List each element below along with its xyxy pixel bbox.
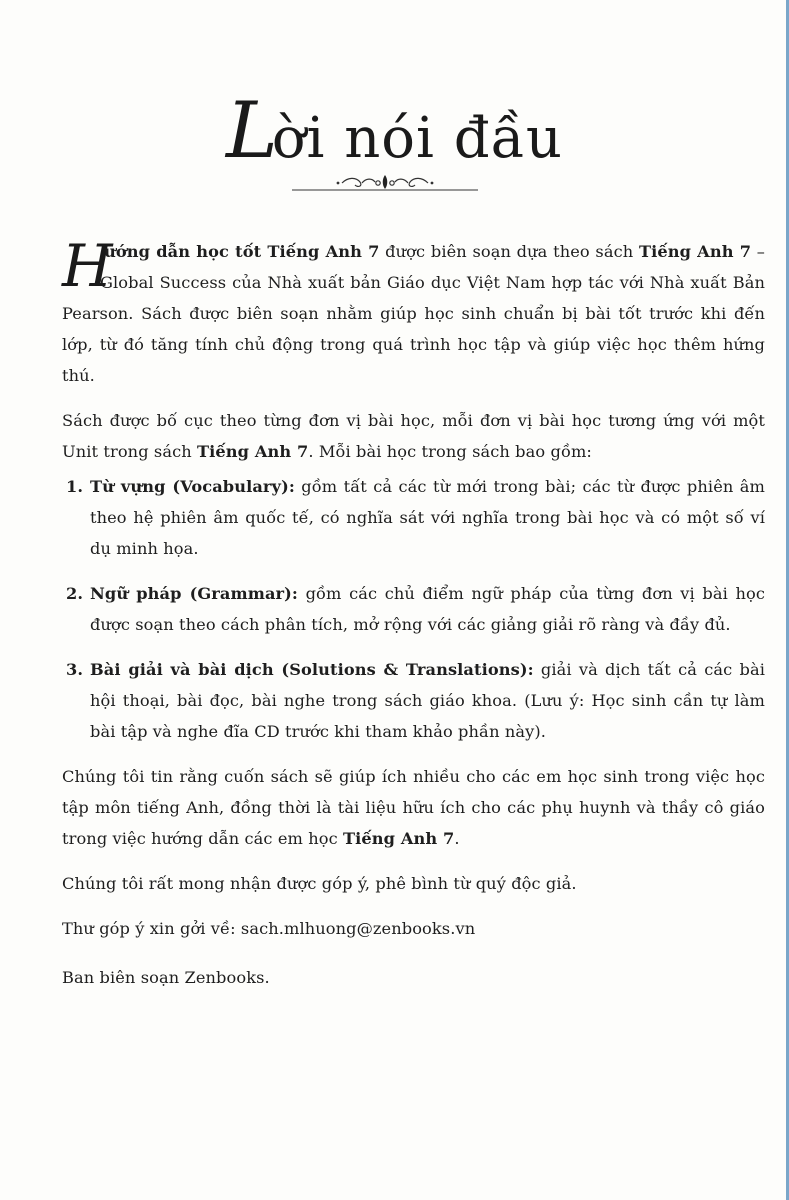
belief-book-name: Tiếng Anh 7 [343, 829, 455, 848]
list-item-text: giải và dịch tất cả các bài hội thoại, bài đọc, bài nghe trong sách giáo khoa. (Lưu ý: Học sinh cần tự làm bài tập và nghe đĩa CD trước khi tham khảo phần này). [90, 660, 765, 741]
title-text [226, 86, 563, 176]
structure-book-name: Tiếng Anh 7 [197, 442, 309, 461]
title-rest: ời nói đầu [271, 106, 563, 171]
drop-cap: H [62, 232, 113, 300]
list-item-number: 2. [66, 584, 84, 603]
intro-text-1: được biên soạn dựa theo sách [379, 242, 639, 261]
list-item-heading: Bài giải và bài dịch (Solutions & Translations): [90, 660, 534, 679]
list-item-text: gồm tất cả các từ mới trong bài; các từ được phiên âm theo hệ phiên âm quốc tế, có nghĩa sát với nghĩa trong bài học và có một số ví dụ minh họa. [90, 477, 765, 558]
structure-paragraph [62, 405, 765, 467]
list-item [66, 578, 765, 640]
belief-text-2: . [454, 829, 460, 848]
page-title [0, 86, 789, 176]
list-item-text: gồm các chủ điểm ngữ pháp của từng đơn vị bài học được soạn theo cách phân tích, mở rộng với các giảng giải rõ ràng và đầy đủ. [90, 584, 765, 634]
list-item [66, 654, 765, 747]
intro-text-2: – Global Success của Nhà xuất bản Giáo dục Việt Nam hợp tác với Nhà xuất Bản Pearson. Sách được biên soạn nhằm giúp học sinh chuẩn bị bài tốt trước khi đến lớp, từ đó tăng tính chủ động trong quá trình học tập và giúp việc học thêm hứng thú. [62, 242, 765, 385]
intro-paragraph [62, 232, 765, 391]
list-item-heading: Từ vựng (Vocabulary): [90, 477, 295, 496]
ornament-divider-icon [292, 172, 478, 194]
belief-text-1: Chúng tôi tin rằng cuốn sách sẽ giúp ích nhiều cho các em học sinh trong việc học tập môn tiếng Anh, đồng thời là tài liệu hữu ích cho các phụ huynh và thầy cô giáo trong việc hướng dẫn các em học [62, 767, 765, 848]
belief-paragraph [62, 761, 765, 854]
preface-body [62, 232, 765, 993]
structure-text-2: . Mỗi bài học trong sách bao gồm: [308, 442, 592, 461]
list-item-heading: Ngữ pháp (Grammar): [90, 584, 299, 603]
intro-lead: ướng dẫn học tốt Tiếng Anh 7 [104, 242, 380, 261]
list-item-number: 3. [66, 660, 84, 679]
intro-book-name: Tiếng Anh 7 [638, 242, 752, 261]
title-initial: L [226, 86, 276, 176]
signature: Ban biên soạn Zenbooks. [62, 968, 270, 987]
list-item-number: 1. [66, 477, 84, 496]
contact-paragraph: Thư góp ý xin gởi về: sach.mlhuong@zenbooks.vn [62, 919, 476, 938]
structure-text-1: Sách được bố cục theo từng đơn vị bài học, mỗi đơn vị bài học tương ứng với một Unit trong sách [62, 411, 765, 461]
list-item [66, 471, 765, 564]
contents-list [62, 471, 765, 747]
feedback-paragraph: Chúng tôi rất mong nhận được góp ý, phê bình từ quý độc giả. [62, 874, 577, 893]
